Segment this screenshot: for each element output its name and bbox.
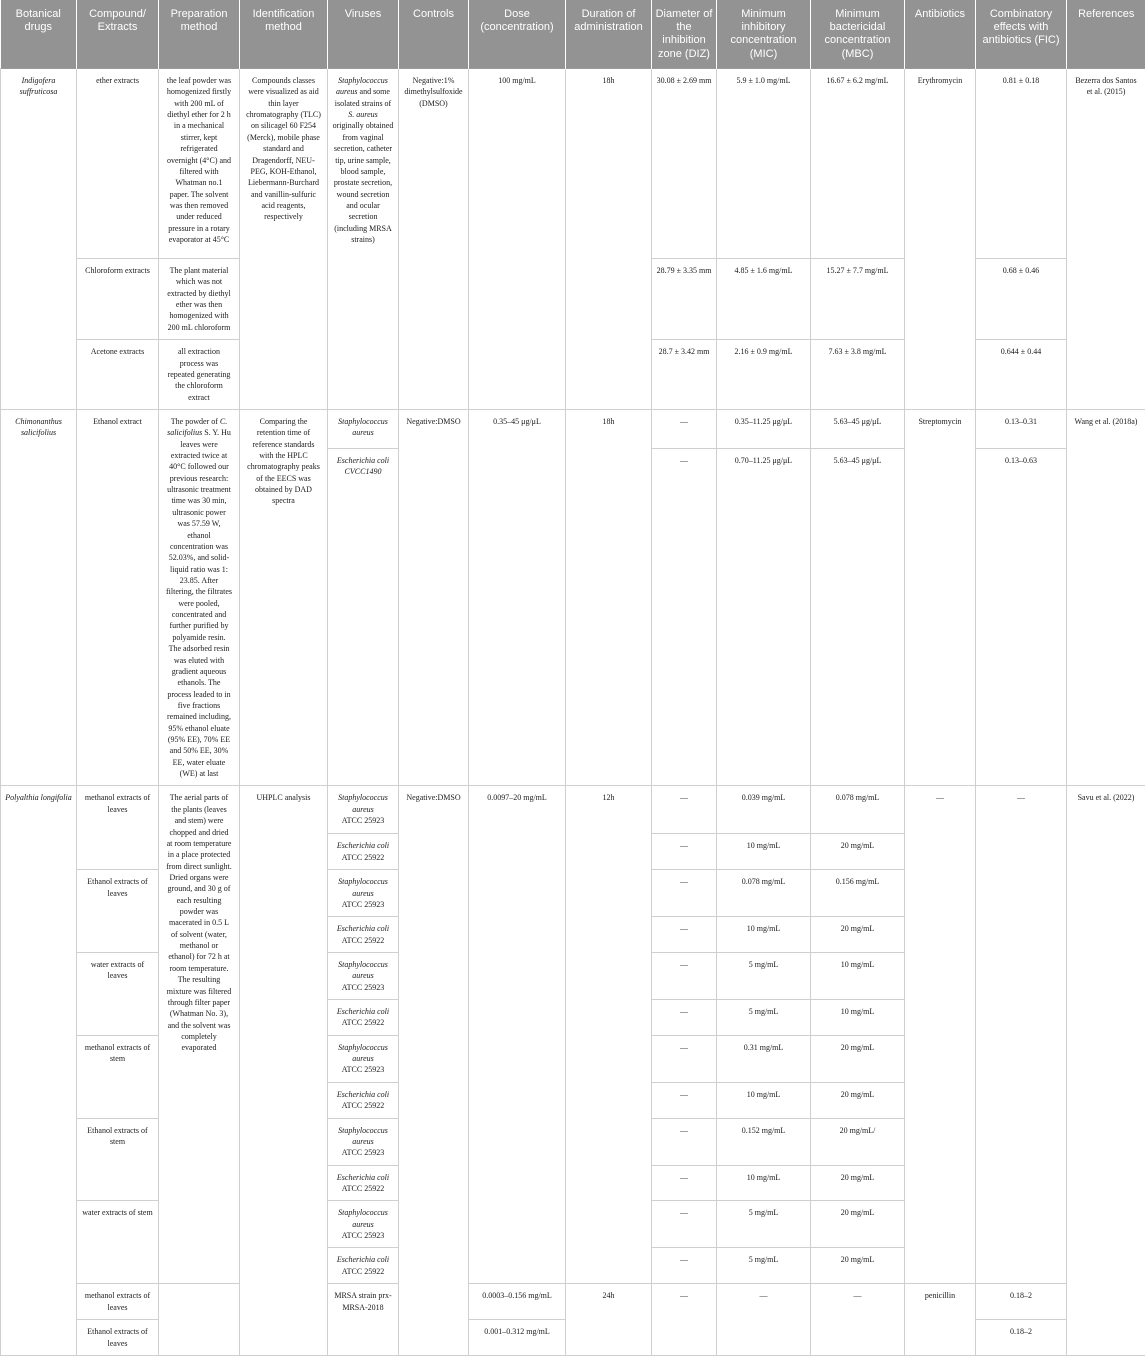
mic-cell: 0.70–11.25 μg/μL: [717, 448, 811, 786]
reference-cell: Bezerra dos Santos et al. (2015): [1067, 69, 1145, 410]
duration-cell: 12h: [566, 786, 652, 1284]
compound-cell: ether extracts: [77, 69, 159, 259]
mic-cell: 10 mg/mL: [717, 917, 811, 953]
diz-cell: —: [652, 448, 717, 786]
mbc-cell: 0.156 mg/mL: [811, 870, 905, 917]
mic-cell: 5 mg/mL: [717, 952, 811, 999]
mic-cell: 5.9 ± 1.0 mg/mL: [717, 69, 811, 259]
mbc-cell: 20 mg/mL: [811, 1201, 905, 1248]
header-row: [1, 0, 1145, 69]
identification-cell: Compounds classes were visualized as aid thin layer chromatography (TLC) on silicagel 60 F254 (Merck), mobile phase standard and Dragendorff, NEU-PEG, KOH-Ethanol, Liebermann-Burchard and vanillin-sulfuric acid reagents, respectively: [240, 69, 328, 410]
virus-cell: Staphylococcus aureus ATCC 25923: [328, 786, 399, 834]
fic-cell: 0.18–2: [976, 1320, 1067, 1356]
mic-cell: 10 mg/mL: [717, 1082, 811, 1118]
virus-cell: Escherichia coli CVCC1490: [328, 448, 399, 786]
dose-cell: 0.0097–20 mg/mL: [469, 786, 566, 1284]
fic-cell: 0.13–0.31: [976, 409, 1067, 448]
dose-cell: 100 mg/mL: [469, 69, 566, 410]
mbc-cell: 20 mg/mL: [811, 1082, 905, 1118]
mic-cell: 0.35–11.25 μg/μL: [717, 409, 811, 448]
reference-cell: Savu et al. (2022): [1067, 786, 1145, 1355]
compound-cell: Acetone extracts: [77, 340, 159, 410]
compound-cell: methanol extracts of stem: [77, 1035, 159, 1118]
diz-cell: —: [652, 1284, 717, 1356]
mic-cell: 5 mg/mL: [717, 1000, 811, 1036]
fic-cell: 0.644 ± 0.44: [976, 340, 1067, 410]
identification-cell: Comparing the retention time of reference standards with the HPLC chromatography peaks of the EECS was obtained by DAD spectra: [240, 409, 328, 786]
preparation-cell: The plant material which was not extracted by diethyl ether was then homogenized with 200 mL chloroform: [159, 259, 240, 340]
col-header-diz: Diameter of the inhibition zone (DIZ): [652, 0, 717, 69]
col-header-references: References: [1067, 0, 1145, 69]
compound-cell: water extracts of stem: [77, 1201, 159, 1284]
antibiotic-cell: Streptomycin: [905, 409, 976, 786]
diz-cell: —: [652, 409, 717, 448]
fic-cell: 0.68 ± 0.46: [976, 259, 1067, 340]
table-row: [1, 409, 1145, 448]
antibiotic-cell: Erythromycin: [905, 69, 976, 410]
compound-cell: methanol extracts of leaves: [77, 786, 159, 870]
fic-cell: 0.13–0.63: [976, 448, 1067, 786]
table-row: [1, 786, 1145, 834]
virus-cell: Escherichia coli ATCC 25922: [328, 1165, 399, 1201]
diz-cell: —: [652, 1000, 717, 1036]
diz-cell: —: [652, 786, 717, 834]
virus-cell: Escherichia coli ATCC 25922: [328, 917, 399, 953]
virus-cell: Staphylococcus aureus ATCC 25923: [328, 1201, 399, 1248]
compound-cell: Ethanol extract: [77, 409, 159, 786]
control-cell: Negative:1% dimethylsulfoxide (DMSO): [399, 69, 469, 410]
mic-cell: 0.152 mg/mL: [717, 1118, 811, 1165]
duration-cell: 18h: [566, 409, 652, 786]
fic-cell: —: [976, 786, 1067, 1284]
mbc-cell: 20 mg/mL: [811, 1165, 905, 1201]
mbc-cell: 20 mg/mL: [811, 917, 905, 953]
compound-cell: Ethanol extracts of stem: [77, 1118, 159, 1201]
col-header-antibiotics: Antibiotics: [905, 0, 976, 69]
virus-cell: Escherichia coli ATCC 25922: [328, 1248, 399, 1284]
diz-cell: —: [652, 1118, 717, 1165]
virus-cell: Staphylococcus aureus: [328, 409, 399, 448]
mbc-cell: 5.63–45 μg/μL: [811, 448, 905, 786]
mic-cell: 10 mg/mL: [717, 1165, 811, 1201]
mbc-cell: 10 mg/mL: [811, 1000, 905, 1036]
botanical-drug-cell: Polyalthia longifolia: [1, 786, 77, 1355]
col-header-mic: Minimum inhibitory concentration (MIC): [717, 0, 811, 69]
compound-cell: water extracts of leaves: [77, 952, 159, 1035]
mbc-cell: 20 mg/mL: [811, 1248, 905, 1284]
fic-cell: 0.18–2: [976, 1284, 1067, 1320]
col-header-dose: Dose (concentration): [469, 0, 566, 69]
mic-cell: 2.16 ± 0.9 mg/mL: [717, 340, 811, 410]
mic-cell: 0.31 mg/mL: [717, 1035, 811, 1082]
antibiotic-cell: —: [905, 786, 976, 1284]
diz-cell: —: [652, 1082, 717, 1118]
antibiotic-cell: penicillin: [905, 1284, 976, 1356]
virus-cell: Staphylococcus aureus ATCC 25923: [328, 1118, 399, 1165]
diz-cell: —: [652, 870, 717, 917]
virus-cell: Escherichia coli ATCC 25922: [328, 1082, 399, 1118]
mbc-cell: 20 mg/mL: [811, 1035, 905, 1082]
mbc-cell: 7.63 ± 3.8 mg/mL: [811, 340, 905, 410]
botanical-drug-cell: Indigofera suffruticosa: [1, 69, 77, 410]
mic-cell: —: [717, 1284, 811, 1356]
table-row: [1, 1284, 1145, 1320]
diz-cell: —: [652, 1165, 717, 1201]
reference-cell: Wang et al. (2018a): [1067, 409, 1145, 786]
mic-cell: 0.078 mg/mL: [717, 870, 811, 917]
virus-cell: Staphylococcus aureus and some isolated strains of S. aureus originally obtained from vaginal secretion, catheter tip, urine sample, blood sample, prostate secretion, wound secretion and ocular secretion (including MRSA strains): [328, 69, 399, 410]
diz-cell: —: [652, 1201, 717, 1248]
duration-cell: 24h: [566, 1284, 652, 1356]
dose-cell: 0.35–45 μg/μL: [469, 409, 566, 786]
diz-cell: 30.08 ± 2.69 mm: [652, 69, 717, 259]
diz-cell: —: [652, 1035, 717, 1082]
mbc-cell: 20 mg/mL: [811, 834, 905, 870]
mbc-cell: 20 mg/mL/: [811, 1118, 905, 1165]
mic-cell: 5 mg/mL: [717, 1248, 811, 1284]
compound-cell: Ethanol extracts of leaves: [77, 1320, 159, 1356]
mic-cell: 5 mg/mL: [717, 1201, 811, 1248]
control-cell: Negative:DMSO: [399, 786, 469, 1355]
virus-cell: Staphylococcus aureus ATCC 25923: [328, 870, 399, 917]
diz-cell: —: [652, 834, 717, 870]
mic-cell: 4.85 ± 1.6 mg/mL: [717, 259, 811, 340]
col-header-controls: Controls: [399, 0, 469, 69]
diz-cell: —: [652, 952, 717, 999]
mbc-cell: 0.078 mg/mL: [811, 786, 905, 834]
mic-cell: 10 mg/mL: [717, 834, 811, 870]
mic-cell: 0.039 mg/mL: [717, 786, 811, 834]
diz-cell: 28.79 ± 3.35 mm: [652, 259, 717, 340]
mbc-cell: 16.67 ± 6.2 mg/mL: [811, 69, 905, 259]
virus-cell: Staphylococcus aureus ATCC 25923: [328, 952, 399, 999]
mbc-cell: 5.63–45 μg/μL: [811, 409, 905, 448]
control-cell: Negative:DMSO: [399, 409, 469, 786]
col-header-compound: Compound/ Extracts: [77, 0, 159, 69]
col-header-preparation: Preparation method: [159, 0, 240, 69]
virus-cell: MRSA strain prx-MRSA-2018: [328, 1284, 399, 1356]
col-header-botanical-drugs: Botanical drugs: [1, 0, 77, 69]
compound-cell: Ethanol extracts of leaves: [77, 870, 159, 953]
virus-cell: Escherichia coli ATCC 25922: [328, 1000, 399, 1036]
duration-cell: 18h: [566, 69, 652, 410]
preparation-cell: the leaf powder was homogenized firstly with 200 mL of diethyl ether for 2 h in a mechanical stirrer, kept refrigerated overnight (4°C) and filtered with Whatman no.1 paper. The solvent was then removed under reduced pressure in a rotary evaporator at 45°C: [159, 69, 240, 259]
virus-cell: Staphylococcus aureus ATCC 25923: [328, 1035, 399, 1082]
mbc-cell: 15.27 ± 7.7 mg/mL: [811, 259, 905, 340]
col-header-mbc: Minimum bactericidal concentration (MBC): [811, 0, 905, 69]
preparation-cell: all extraction process was repeated generating the chloroform extract: [159, 340, 240, 410]
diz-cell: —: [652, 1248, 717, 1284]
preparation-cell: The aerial parts of the plants (leaves and stem) were chopped and dried at room temperature in a place protected from direct sunlight. Dried organs were ground, and 30 g of each resulting powder was macerated in 0.5 L of solvent (water, methanol or ethanol) for 72 h at room temperature. The resulting mixture was filtered through filter paper (Whatman No. 3), and the solvent was completely evaporated: [159, 786, 240, 1284]
mbc-cell: 10 mg/mL: [811, 952, 905, 999]
compound-cell: Chloroform extracts: [77, 259, 159, 340]
preparation-cell: The powder of C. salicifolius S. Y. Hu leaves were extracted twice at 40°C followed our previous research: ultrasonic treatment time was 30 min, ultrasonic power was 57.59 W, ethanol concentration was 52.03%, and solid-liquid ratio was 1: 23.85. After filtering, the filtrates were pooled, concentrated and further purified by polyamide resin. The adsorbed resin was eluted with gradient aqueous ethanols. The process leaded to in five fractions remained including, 95% ethanol eluate (95% EE), 70% EE and 50% EE, 30% EE, water eluate (WE) at last: [159, 409, 240, 786]
diz-cell: 28.7 ± 3.42 mm: [652, 340, 717, 410]
diz-cell: —: [652, 917, 717, 953]
col-header-fic: Combinatory effects with antibiotics (FIC): [976, 0, 1067, 69]
compound-cell: methanol extracts of leaves: [77, 1284, 159, 1320]
col-header-viruses: Viruses: [328, 0, 399, 69]
botanical-drug-cell: Chimonanthus salicifolius: [1, 409, 77, 786]
virus-cell: Escherichia coli ATCC 25922: [328, 834, 399, 870]
mbc-cell: —: [811, 1284, 905, 1356]
dose-cell: 0.0003–0.156 mg/mL: [469, 1284, 566, 1320]
dose-cell: 0.001–0.312 mg/mL: [469, 1320, 566, 1356]
fic-cell: 0.81 ± 0.18: [976, 69, 1067, 259]
col-header-identification: Identification method: [240, 0, 328, 69]
preparation-cell-empty: [159, 1284, 240, 1356]
table-row: [1, 69, 1145, 259]
col-header-duration: Duration of administration: [566, 0, 652, 69]
identification-cell: UHPLC analysis: [240, 786, 328, 1355]
